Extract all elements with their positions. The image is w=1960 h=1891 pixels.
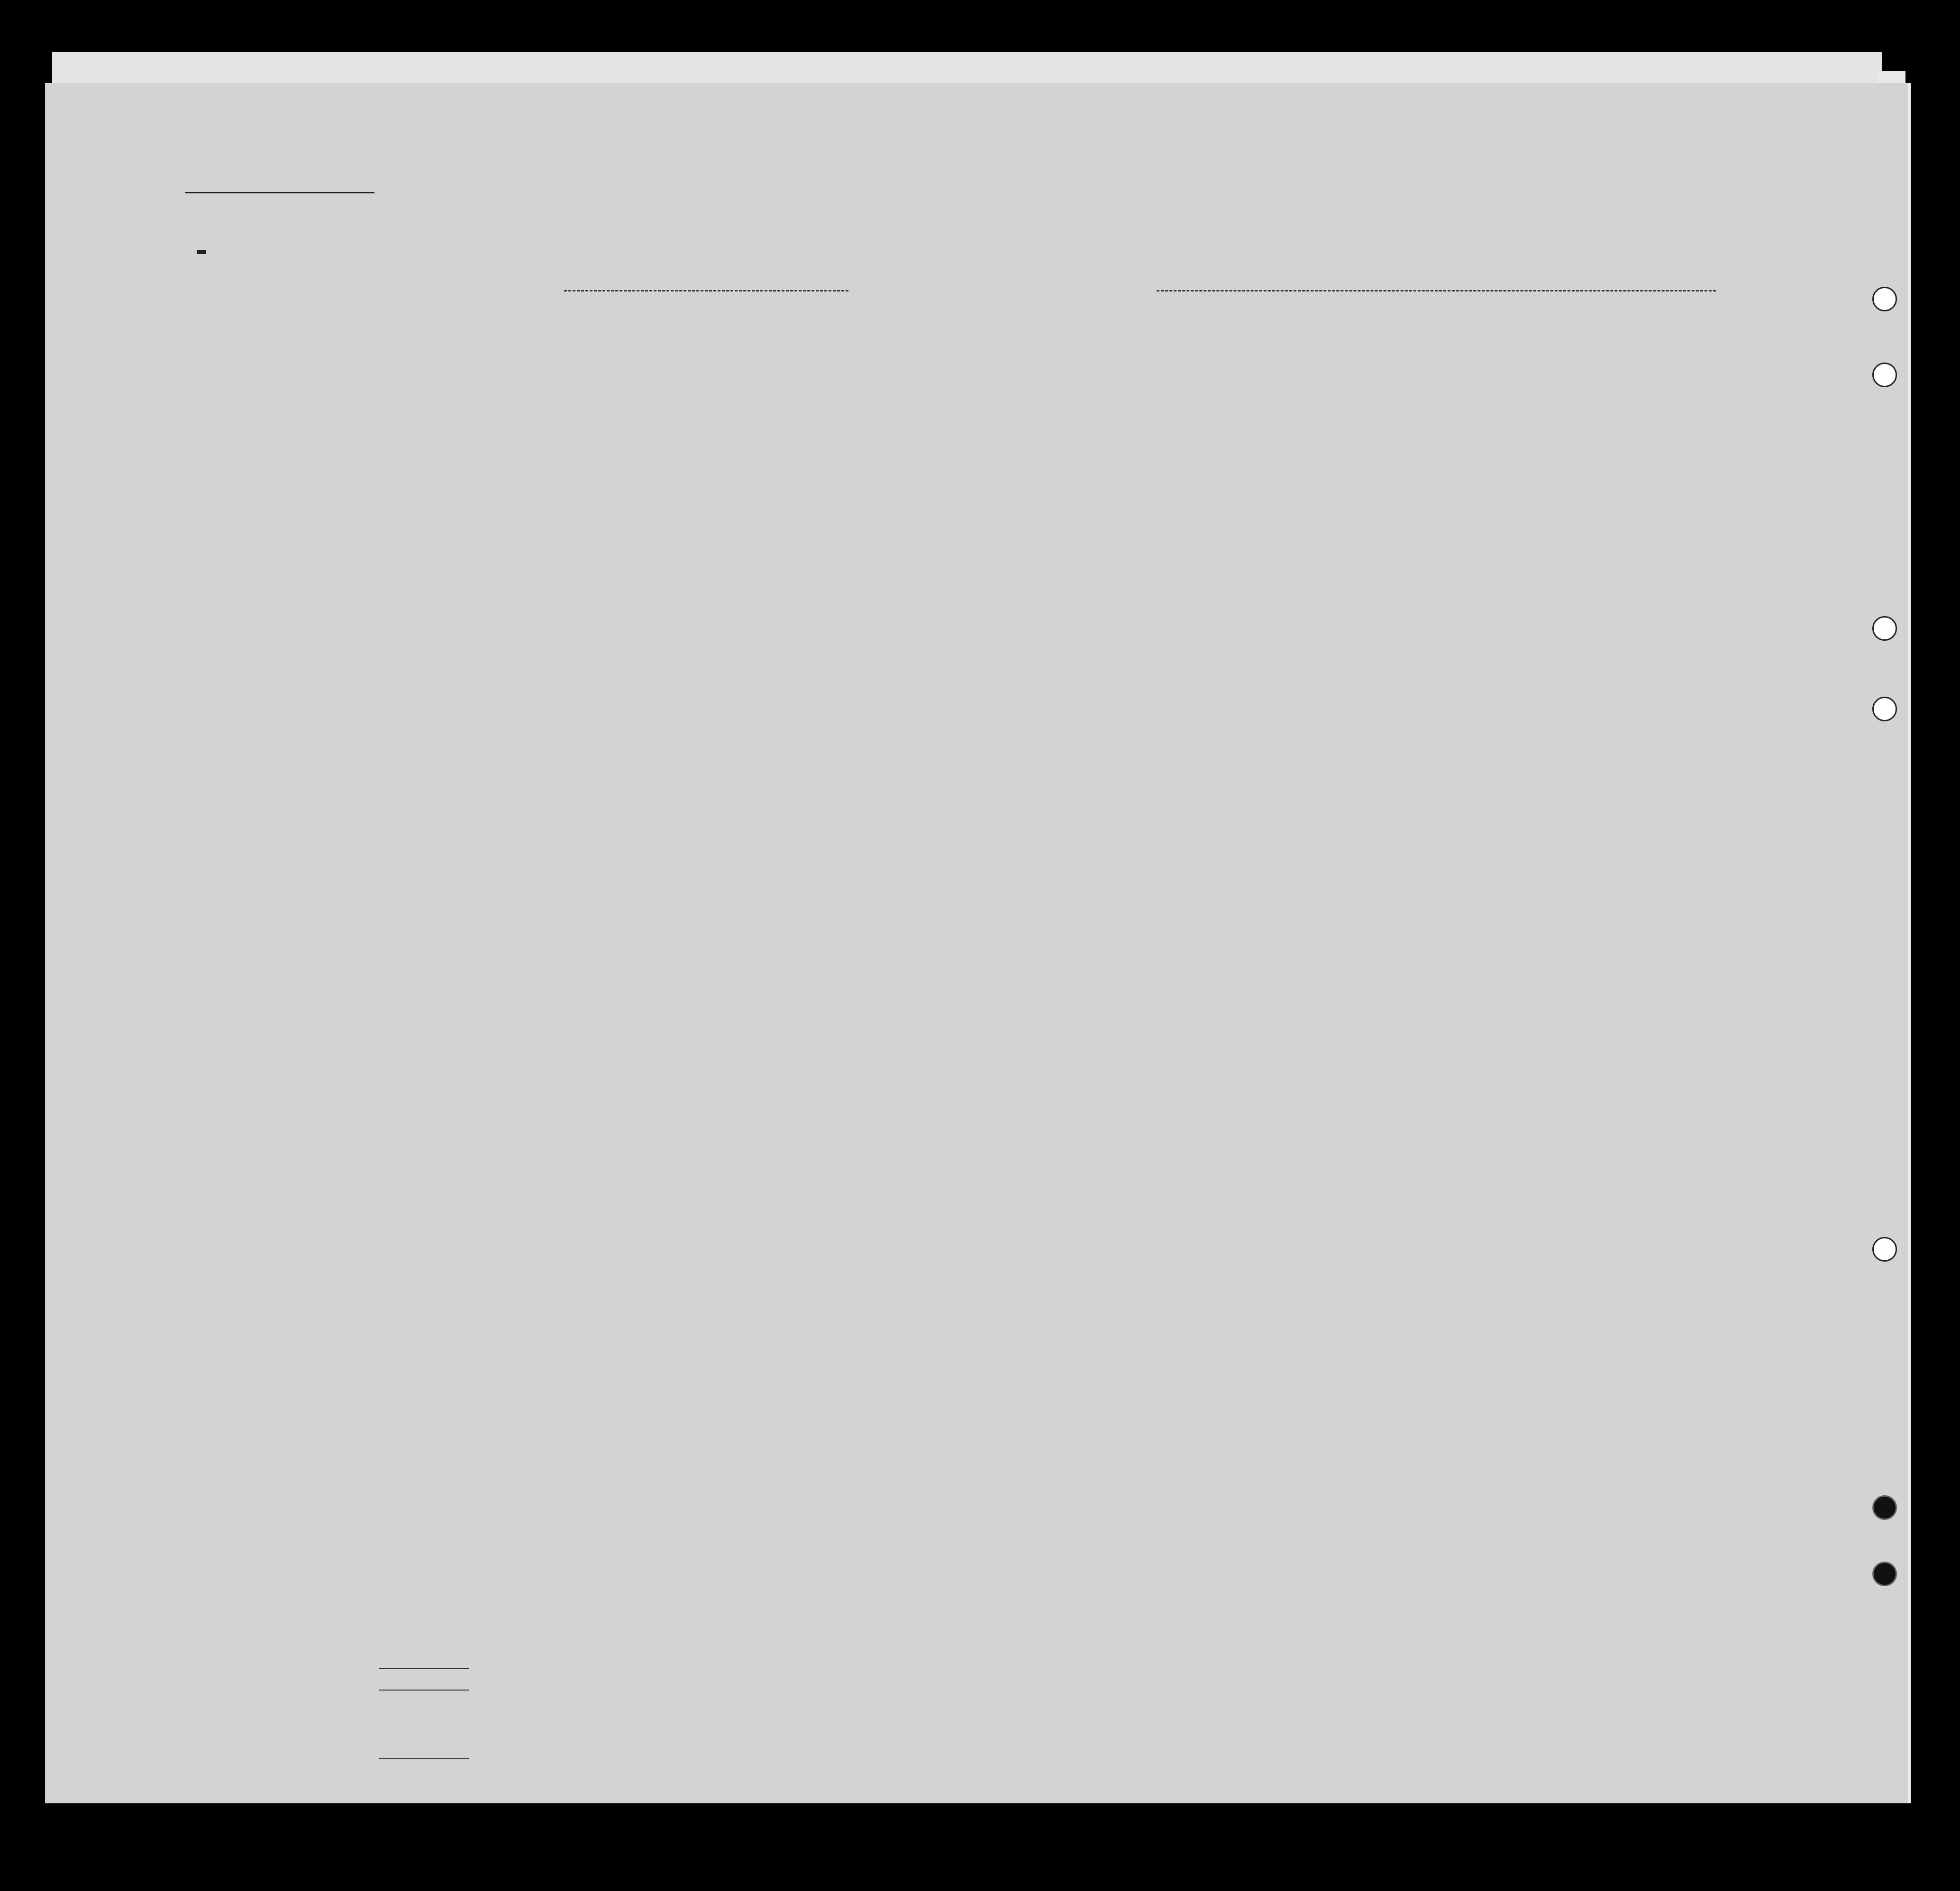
footer-line xyxy=(379,1668,469,1669)
sailing-line xyxy=(1157,290,1716,291)
footer-line xyxy=(379,1758,469,1759)
footer-line xyxy=(379,1690,469,1691)
ship-line xyxy=(564,290,848,291)
cruise-stamp xyxy=(197,250,206,254)
list-underline xyxy=(185,192,374,193)
